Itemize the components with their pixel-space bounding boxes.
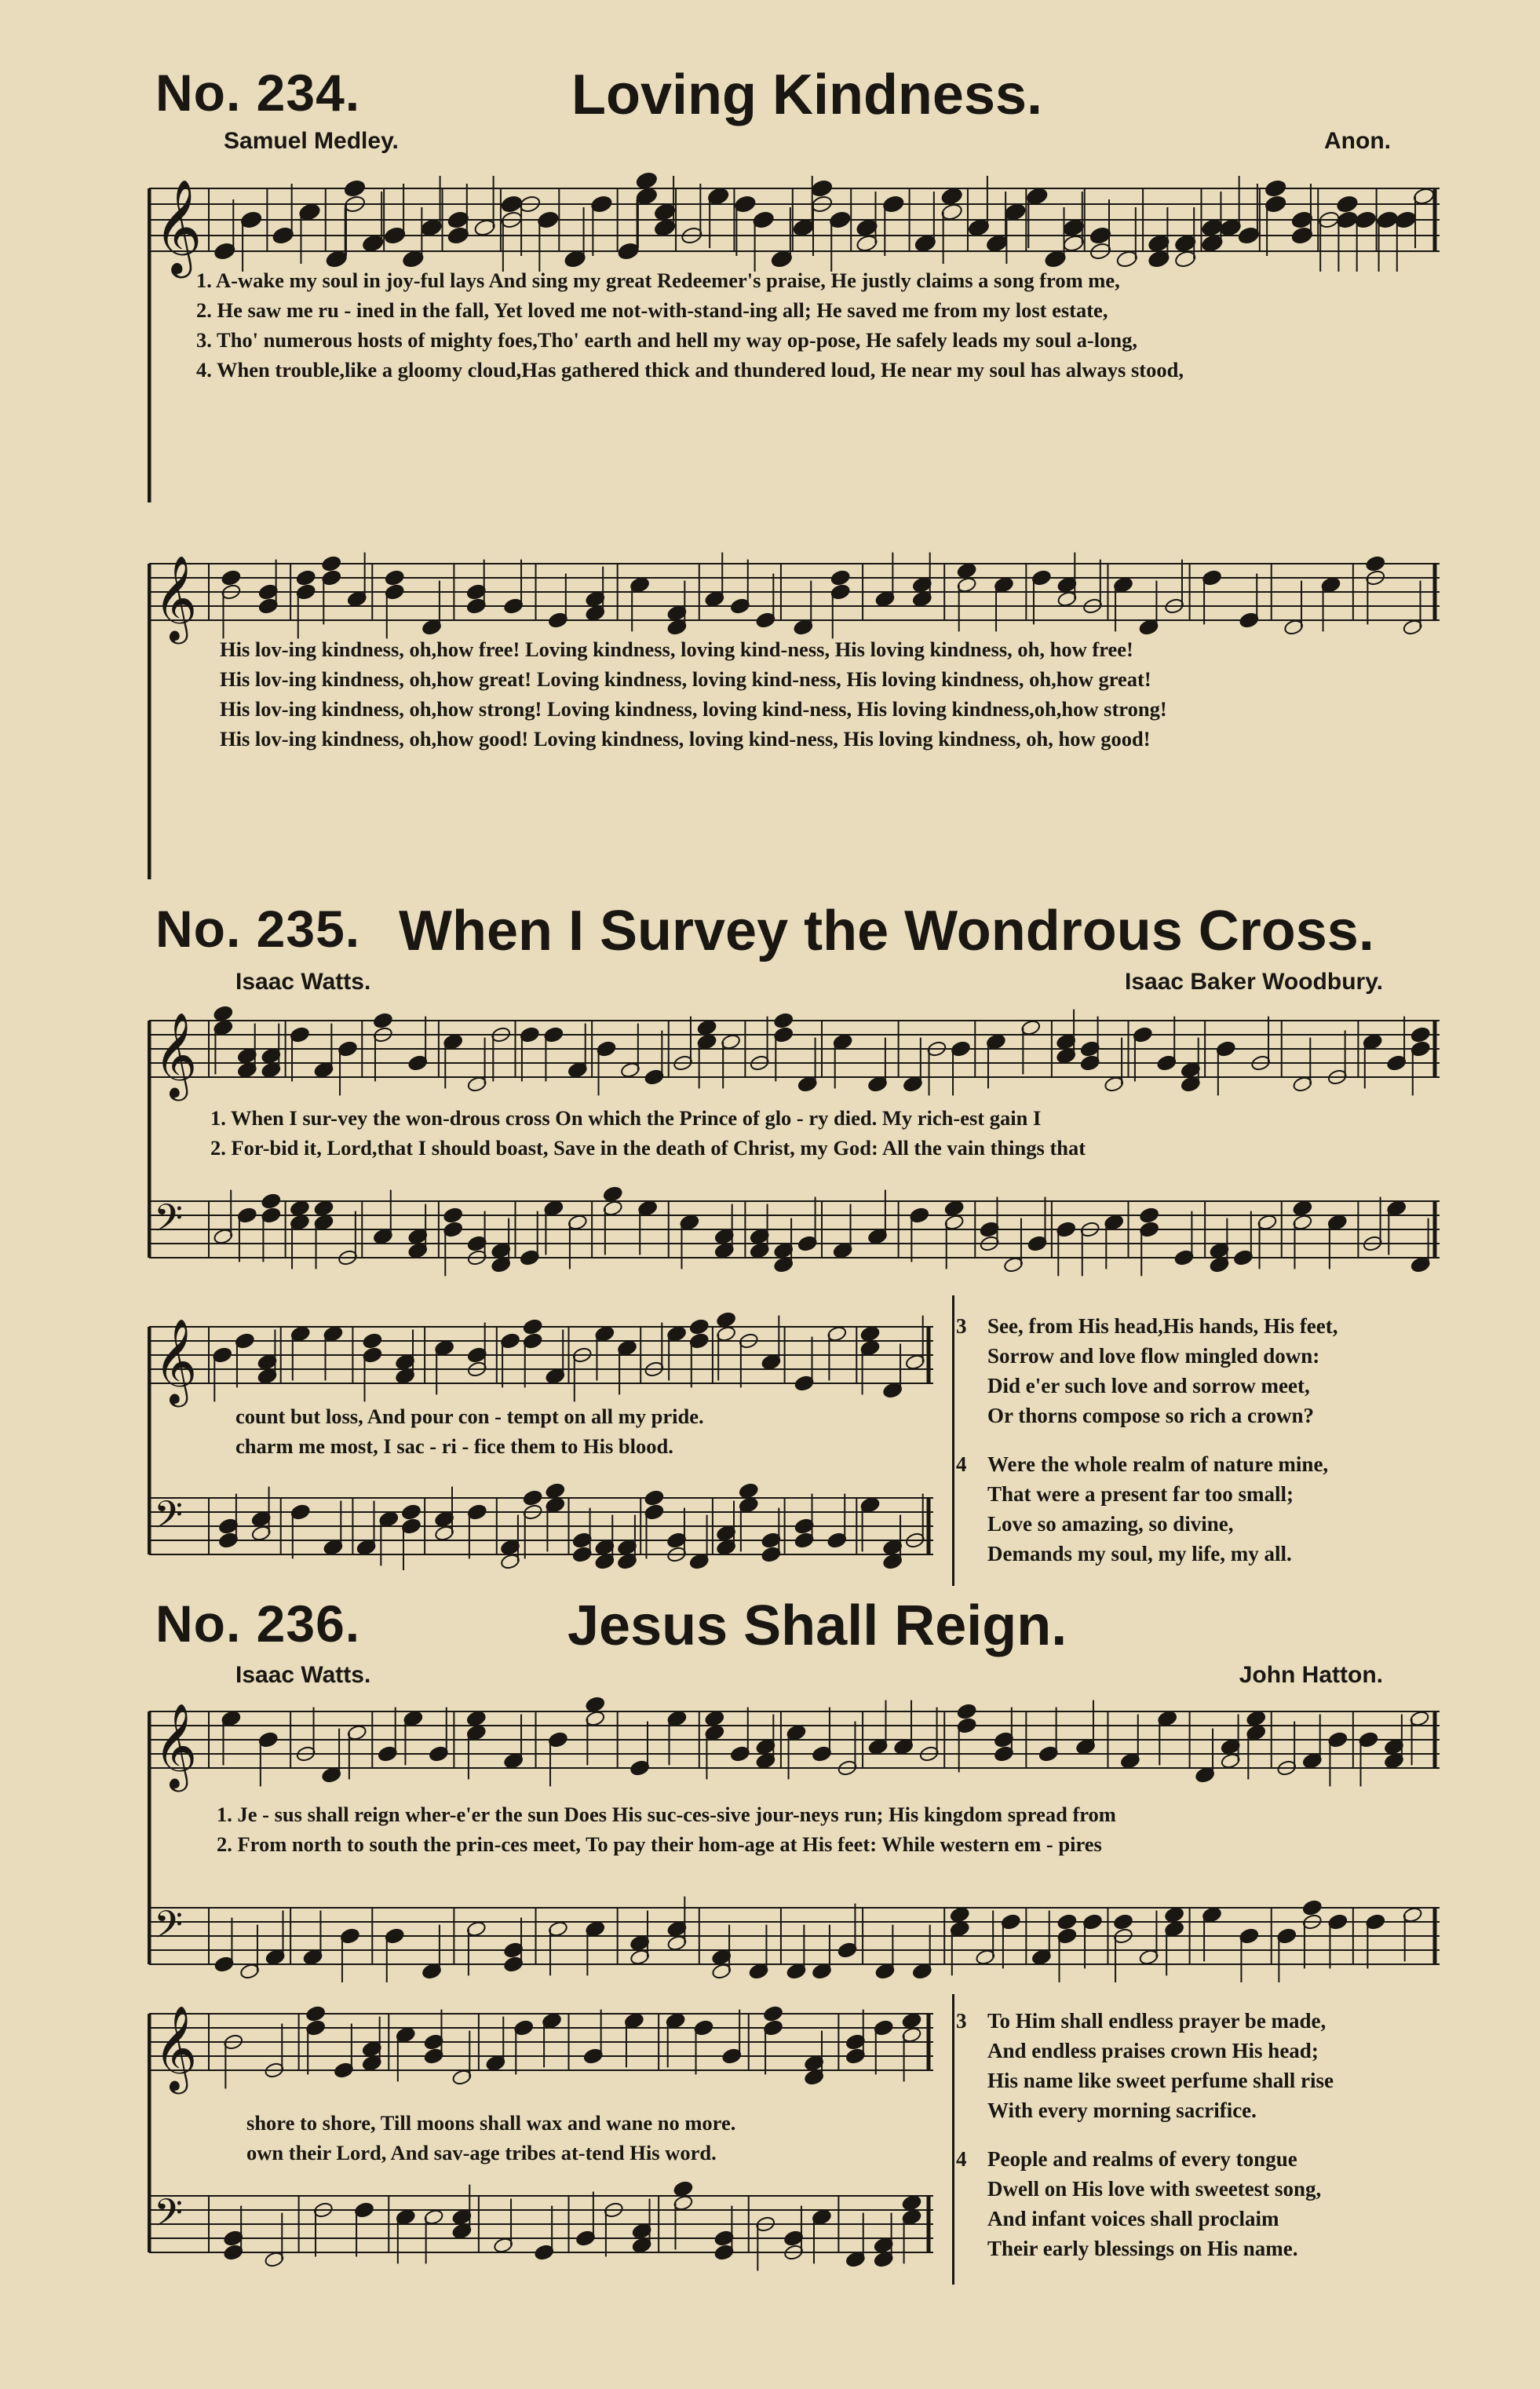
verse-line: Their early blessings on His name. bbox=[987, 2237, 1298, 2260]
lyric-line: 2. He saw me ru - ined in the fall, Yet loved me not-with-stand-ing all; He saved me from my lost estate, bbox=[196, 298, 1108, 322]
author-credit: Samuel Medley. bbox=[224, 128, 399, 154]
hymn-title: Loving Kindness. bbox=[571, 64, 1043, 126]
hymn-number: No. 236. bbox=[155, 1594, 361, 1653]
verse-line: Did e'er such love and sorrow meet, bbox=[987, 1374, 1310, 1397]
verse-number: 4 bbox=[956, 2147, 967, 2171]
verse-line: Love so amazing, so divine, bbox=[987, 1512, 1234, 1536]
verse-lyrics bbox=[210, 1103, 1086, 1163]
lyric-line: count but loss, And pour con - tempt on all my pride. bbox=[235, 1405, 704, 1428]
verse-lyrics bbox=[217, 1799, 1116, 1859]
verse-line: See, from His head,His hands, His feet, bbox=[987, 1314, 1338, 1338]
lyric-line: 3. Tho' numerous hosts of mighty foes,Tho' earth and hell my way op-pose, He safely leads my soul a-long, bbox=[196, 328, 1137, 352]
lyric-line: His lov-ing kindness, oh,how good! Loving kindness, loving kind-ness, His loving kindness, oh, how good! bbox=[220, 727, 1151, 751]
verse-number: 3 bbox=[956, 2009, 967, 2033]
hymn-234-system-1 bbox=[148, 157, 1443, 502]
lyric-line: 1. A-wake my soul in joy-ful lays And sing my great Redeemer's praise, He justly claims a song from me, bbox=[196, 268, 1120, 292]
svg-text:𝄞: 𝄞 bbox=[154, 1703, 198, 1789]
lyric-line: His lov-ing kindness, oh,how great! Loving kindness, loving kind-ness, His loving kindness, oh,how great! bbox=[220, 667, 1151, 691]
svg-text:𝄢: 𝄢 bbox=[154, 1902, 184, 1956]
column-divider bbox=[952, 1994, 954, 2285]
verse-block bbox=[956, 1311, 1338, 1430]
svg-text:𝄞: 𝄞 bbox=[154, 1318, 198, 1405]
svg-text:𝄞: 𝄞 bbox=[154, 1012, 198, 1098]
extra-verses bbox=[956, 2006, 1334, 2282]
verse-block bbox=[956, 2006, 1334, 2125]
hymn-236-system-2 bbox=[148, 1990, 936, 2277]
verse-line: Demands my soul, my life, my all. bbox=[987, 1542, 1292, 1565]
lyric-line: shore to shore, Till moons shall wax and wane no more. bbox=[246, 2111, 736, 2135]
verse-number: 3 bbox=[956, 1314, 967, 1338]
verse-line: Were the whole realm of nature mine, bbox=[987, 1452, 1329, 1476]
lyric-line: charm me most, I sac - ri - fice them to His blood. bbox=[235, 1434, 673, 1458]
svg-text:𝄢: 𝄢 bbox=[154, 2190, 184, 2244]
svg-text:𝄢: 𝄢 bbox=[154, 1196, 184, 1249]
composer-credit: Anon. bbox=[1324, 128, 1391, 154]
composer-credit: Isaac Baker Woodbury. bbox=[1124, 969, 1383, 995]
verse-line: His name like sweet perfume shall rise bbox=[987, 2069, 1334, 2092]
extra-verses bbox=[956, 1311, 1338, 1587]
refrain-lyrics bbox=[220, 634, 1167, 754]
lyric-line: 2. For-bid it, Lord,that I should boast, Save in the death of Christ, my God: All the vain things that bbox=[210, 1136, 1086, 1160]
verse-block bbox=[956, 1449, 1338, 1569]
verse-line: Or thorns compose so rich a crown? bbox=[987, 1404, 1314, 1427]
composer-credit: John Hatton. bbox=[1239, 1662, 1383, 1688]
svg-text:𝄞: 𝄞 bbox=[154, 178, 203, 274]
author-credit: Isaac Watts. bbox=[235, 1662, 371, 1688]
lyric-line: 4. When trouble,like a gloomy cloud,Has gathered thick and thundered loud, He near my soul has always stood, bbox=[196, 358, 1184, 382]
verse-lyrics bbox=[196, 265, 1184, 385]
verse-lyrics bbox=[235, 1401, 704, 1461]
author-credit: Isaac Watts. bbox=[235, 969, 371, 995]
verse-line: Sorrow and love flow mingled down: bbox=[987, 1344, 1320, 1368]
hymn-234-system-2 bbox=[148, 542, 1443, 879]
verse-line: And infant voices shall proclaim bbox=[987, 2207, 1279, 2230]
lyric-line: His lov-ing kindness, oh,how strong! Loving kindness, loving kind-ness, His loving kindness,oh,how strong! bbox=[220, 697, 1167, 721]
lyric-line: His lov-ing kindness, oh,how free! Loving kindness, loving kind-ness, His loving kindness, oh, how free! bbox=[220, 637, 1133, 661]
verse-line: That were a present far too small; bbox=[987, 1482, 1294, 1506]
verse-block bbox=[956, 2144, 1334, 2263]
verse-lyrics bbox=[246, 2108, 735, 2168]
hymn-title: Jesus Shall Reign. bbox=[567, 1594, 1067, 1657]
svg-text:𝄢: 𝄢 bbox=[154, 1492, 184, 1546]
hymn-235-system-2 bbox=[148, 1303, 936, 1570]
svg-text:𝄞: 𝄞 bbox=[154, 2005, 198, 2091]
hymn-236-system-1 bbox=[148, 1688, 1443, 1982]
verse-line: And endless praises crown His head; bbox=[987, 2039, 1319, 2062]
lyric-line: own their Lord, And sav-age tribes at-tend His word. bbox=[246, 2141, 717, 2164]
hymn-number: No. 234. bbox=[155, 64, 361, 122]
svg-text:𝄞: 𝄞 bbox=[154, 555, 198, 641]
verse-line: To Him shall endless prayer be made, bbox=[987, 2009, 1327, 2033]
lyric-line: 1. When I sur-vey the won-drous cross On which the Prince of glo - ry died. My rich-est gain I bbox=[210, 1106, 1042, 1130]
lyric-line: 2. From north to south the prin-ces meet, To pay their hom-age at His feet: While western em - pires bbox=[217, 1832, 1102, 1856]
hymn-235-system-1 bbox=[148, 997, 1443, 1280]
verse-number: 4 bbox=[956, 1452, 967, 1476]
hymn-title: When I Survey the Wondrous Cross. bbox=[399, 900, 1374, 963]
verse-line: With every morning sacrifice. bbox=[987, 2099, 1257, 2122]
hymn-number: No. 235. bbox=[155, 900, 361, 958]
verse-line: Dwell on His love with sweetest song, bbox=[987, 2177, 1322, 2201]
column-divider bbox=[952, 1295, 954, 1586]
lyric-line: 1. Je - sus shall reign wher-e'er the sun Does His suc-ces-sive jour-neys run; His kingdom spread from bbox=[217, 1803, 1116, 1826]
verse-line: People and realms of every tongue bbox=[987, 2147, 1297, 2171]
